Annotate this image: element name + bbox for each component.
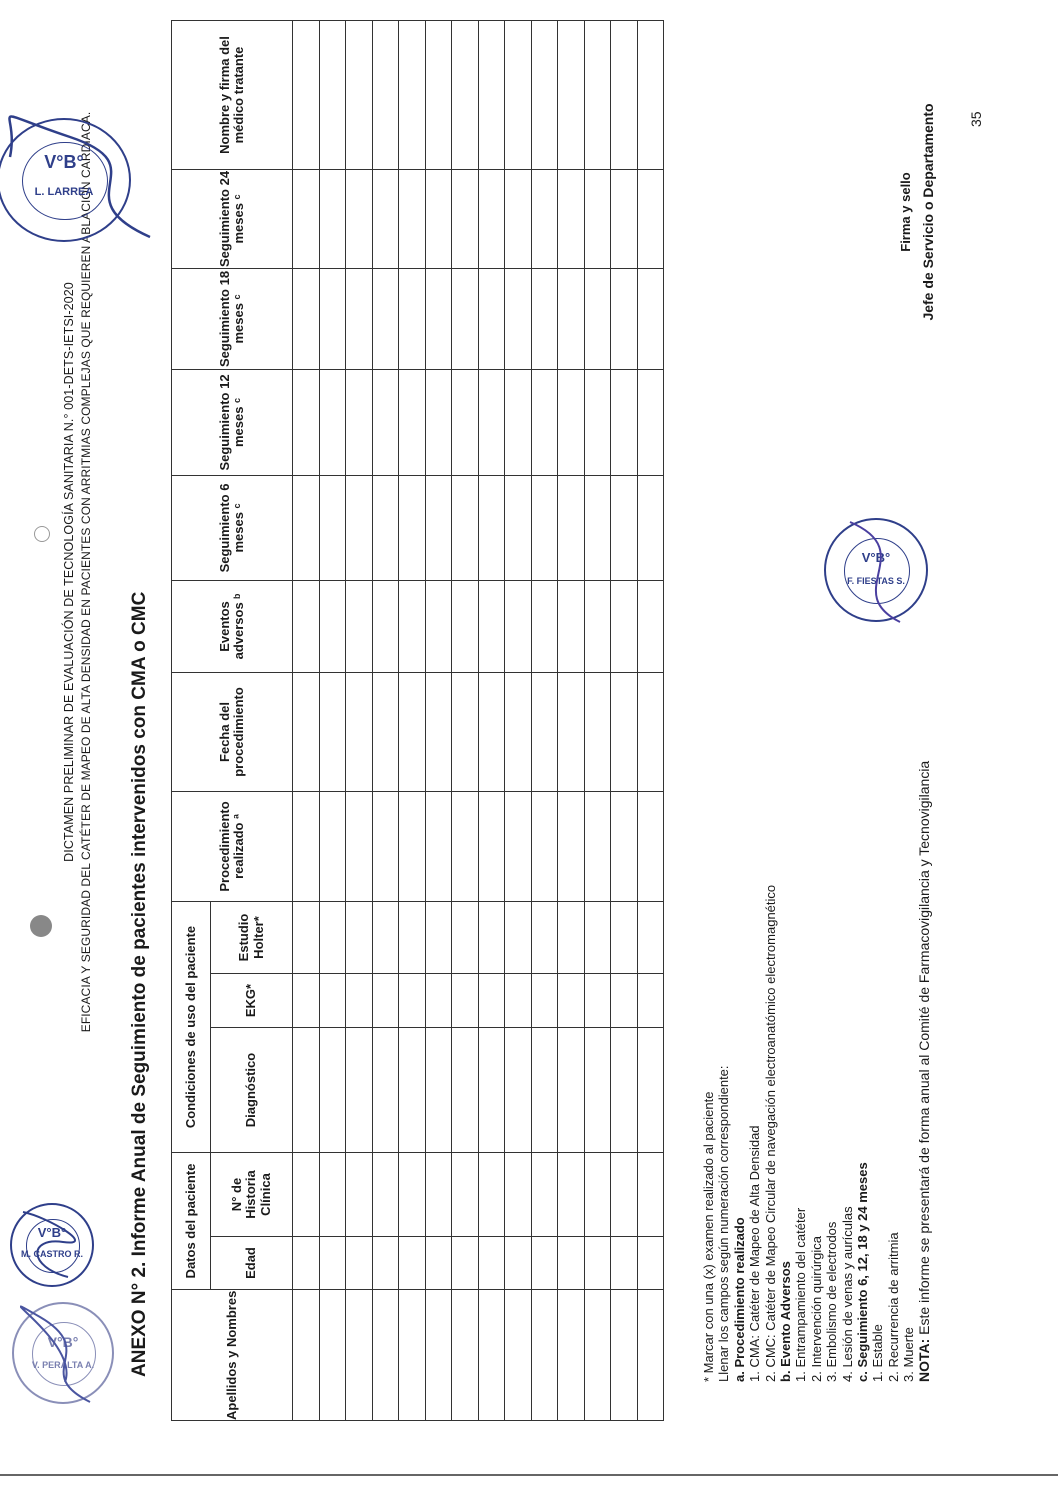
stamp-seal: V°B° V. PERALTA A.: [12, 1302, 114, 1404]
signature-scribble-icon: [20, 1302, 110, 1412]
signature-scribble-icon: [820, 512, 930, 632]
table-cell[interactable]: [452, 169, 479, 268]
table-cell[interactable]: [452, 369, 479, 475]
col-procedure: Procedimiento realizado ª: [172, 791, 293, 901]
table-cell[interactable]: [399, 369, 426, 475]
table-cell[interactable]: [584, 974, 611, 1028]
table-cell[interactable]: [452, 20, 479, 169]
table-cell[interactable]: [346, 20, 373, 169]
table-cell[interactable]: [584, 1290, 611, 1421]
table-cell[interactable]: [531, 672, 558, 791]
table-cell[interactable]: [425, 580, 452, 672]
table-row: [558, 20, 585, 1420]
legend-line: 2. Recurrencia de arritmia: [885, 1232, 901, 1382]
col-follow-12: Seguimiento 12 meses ᶜ: [172, 369, 293, 475]
table-cell[interactable]: [319, 1237, 346, 1290]
table-cell[interactable]: [505, 169, 532, 268]
page-title: ANEXO N° 2. Informe Anual de Seguimiento de pacientes intervenidos con CMA o CMC: [129, 591, 150, 1377]
table-cell[interactable]: [452, 901, 479, 973]
scan-edge-line: [0, 1474, 1058, 1476]
table-cell[interactable]: [611, 672, 638, 791]
table-cell[interactable]: [505, 1290, 532, 1421]
table-cell[interactable]: [452, 580, 479, 672]
legend-line: 2. Intervención quirúrgica: [808, 1236, 824, 1382]
table-cell[interactable]: [346, 1028, 373, 1153]
col-date: Fecha del procedimiento: [172, 672, 293, 791]
table-cell[interactable]: [531, 580, 558, 672]
table-cell[interactable]: [478, 475, 505, 580]
table-cell[interactable]: [558, 1028, 585, 1153]
table-cell[interactable]: [637, 475, 664, 580]
table-cell[interactable]: [452, 1290, 479, 1421]
table-row: [372, 20, 399, 1420]
table-cell[interactable]: [372, 791, 399, 901]
table-cell[interactable]: [293, 974, 320, 1028]
table-cell[interactable]: [478, 672, 505, 791]
table-cell[interactable]: [584, 791, 611, 901]
table-cell[interactable]: [319, 901, 346, 973]
table-cell[interactable]: [293, 672, 320, 791]
table-cell[interactable]: [558, 1290, 585, 1421]
table-cell[interactable]: [637, 672, 664, 791]
table-cell[interactable]: [531, 169, 558, 268]
table-cell[interactable]: [505, 1028, 532, 1153]
stamp-seal: V°B° L. LARREA: [0, 118, 131, 242]
table-cell[interactable]: [399, 1153, 426, 1237]
col-follow-6: Seguimiento 6 meses ᶜ: [172, 475, 293, 580]
table-cell[interactable]: [558, 1153, 585, 1237]
table-cell[interactable]: [399, 1028, 426, 1153]
stamp-seal: V°B° M. CASTRO R.: [10, 1203, 94, 1287]
table-cell[interactable]: [346, 974, 373, 1028]
legend-line: * Marcar con una (x) examen realizado al paciente: [701, 1091, 716, 1382]
signature-label: Firma y sello: [898, 172, 913, 252]
table-cell[interactable]: [319, 369, 346, 475]
table-cell[interactable]: [452, 268, 479, 369]
table-cell[interactable]: [531, 1237, 558, 1290]
table-cell[interactable]: [637, 268, 664, 369]
table-cell[interactable]: [399, 672, 426, 791]
table-row: [346, 20, 373, 1420]
table-cell[interactable]: [346, 791, 373, 901]
table-cell[interactable]: [372, 974, 399, 1028]
col-diagnosis: Diagnóstico: [211, 1028, 293, 1153]
table-cell[interactable]: [637, 974, 664, 1028]
table-cell[interactable]: [293, 1290, 320, 1421]
legend-line: 3. Embolismo de electrodos: [824, 1221, 840, 1382]
table-cell[interactable]: [452, 475, 479, 580]
table-cell[interactable]: [425, 791, 452, 901]
group-patient-data: Datos del paciente: [172, 1153, 211, 1290]
table-row: [505, 20, 532, 1420]
table-cell[interactable]: [637, 580, 664, 672]
table-cell[interactable]: [558, 169, 585, 268]
table-cell[interactable]: [372, 20, 399, 169]
legend-line: 4. Lesión de venas y aurículas: [839, 1206, 855, 1382]
table-cell[interactable]: [372, 1237, 399, 1290]
page-number: 35: [968, 111, 984, 127]
table-cell[interactable]: [505, 974, 532, 1028]
table-cell[interactable]: [452, 1237, 479, 1290]
col-history: N° de Historia Clínica: [211, 1153, 293, 1237]
table-cell[interactable]: [505, 475, 532, 580]
table-cell[interactable]: [372, 580, 399, 672]
table-cell[interactable]: [584, 580, 611, 672]
table-cell[interactable]: [637, 1028, 664, 1153]
table-cell[interactable]: [558, 1237, 585, 1290]
table-cell[interactable]: [611, 169, 638, 268]
table-cell[interactable]: [478, 268, 505, 369]
legend-heading: b. Evento Adversos: [778, 1261, 794, 1382]
signature-scribble-icon: [0, 97, 170, 257]
table-cell[interactable]: [505, 20, 532, 169]
table-row: [452, 20, 479, 1420]
table-cell[interactable]: [558, 475, 585, 580]
table-cell[interactable]: [346, 901, 373, 973]
table-cell[interactable]: [293, 1237, 320, 1290]
table-cell[interactable]: [558, 672, 585, 791]
table-cell[interactable]: [637, 901, 664, 973]
table-cell[interactable]: [584, 268, 611, 369]
table-row: [319, 20, 346, 1420]
table-cell[interactable]: [478, 369, 505, 475]
table-cell[interactable]: [611, 791, 638, 901]
tracking-table: [171, 20, 664, 1421]
table-cell[interactable]: [531, 20, 558, 169]
col-holter: Estudio Holter*: [211, 901, 293, 973]
table-cell[interactable]: [478, 901, 505, 973]
table-cell[interactable]: [346, 1290, 373, 1421]
legend-heading: c. Seguimiento 6, 12, 18 y 24 meses: [855, 1162, 871, 1382]
col-signature: Nombre y firma del médico tratante: [172, 20, 293, 169]
table-cell[interactable]: [611, 369, 638, 475]
table-cell[interactable]: [399, 20, 426, 169]
table-cell[interactable]: [399, 268, 426, 369]
table-cell[interactable]: [425, 1153, 452, 1237]
table-cell[interactable]: [372, 1028, 399, 1153]
legend-line: 1. CMA: Catéter de Mapeo de Alta Densidad: [747, 1125, 763, 1382]
table-cell[interactable]: [425, 20, 452, 169]
table-cell[interactable]: [611, 1290, 638, 1421]
table-cell[interactable]: [346, 369, 373, 475]
table-cell[interactable]: [478, 1290, 505, 1421]
punch-hole-icon: [30, 915, 52, 937]
table-cell[interactable]: [478, 1028, 505, 1153]
table-body: [293, 20, 664, 1420]
table-cell[interactable]: [372, 369, 399, 475]
legend: [701, 761, 932, 1382]
table-cell[interactable]: [505, 791, 532, 901]
table-cell[interactable]: [372, 672, 399, 791]
table-cell[interactable]: [319, 791, 346, 901]
table-cell[interactable]: [346, 268, 373, 369]
table-cell[interactable]: [478, 1237, 505, 1290]
table-cell[interactable]: [478, 20, 505, 169]
signature-role: Jefe de Servicio o Departamento: [920, 103, 936, 321]
table-cell[interactable]: [452, 1028, 479, 1153]
legend-heading: a. Procedimiento realizado: [731, 1217, 747, 1382]
table-cell[interactable]: [478, 1153, 505, 1237]
legend-note: NOTA: Este informe se presentará de forma anual al Comité de Farmacovigilancia y Tecnovigilancia: [915, 760, 932, 1382]
table-cell[interactable]: [293, 901, 320, 973]
table-cell[interactable]: [505, 268, 532, 369]
table-cell[interactable]: [372, 475, 399, 580]
table-cell[interactable]: [293, 1153, 320, 1237]
table-cell[interactable]: [558, 791, 585, 901]
table-cell[interactable]: [611, 1237, 638, 1290]
table-cell[interactable]: [584, 1028, 611, 1153]
table-cell[interactable]: [558, 20, 585, 169]
table-cell[interactable]: [293, 369, 320, 475]
table-cell[interactable]: [399, 1237, 426, 1290]
table-cell[interactable]: [531, 369, 558, 475]
table-cell[interactable]: [637, 1237, 664, 1290]
table-cell[interactable]: [346, 1237, 373, 1290]
table-cell[interactable]: [452, 672, 479, 791]
table-cell[interactable]: [558, 901, 585, 973]
table-cell[interactable]: [637, 20, 664, 169]
table-cell[interactable]: [637, 791, 664, 901]
table-cell[interactable]: [611, 1153, 638, 1237]
table-cell[interactable]: [425, 672, 452, 791]
legend-line: 2. CMC: Catéter de Mapeo Circular de navegación electroanatómico electromagnético: [762, 884, 778, 1382]
table-cell[interactable]: [346, 672, 373, 791]
col-names: Apellidos y Nombres: [172, 1290, 293, 1421]
table-cell[interactable]: [319, 169, 346, 268]
table-cell[interactable]: [531, 475, 558, 580]
table-cell[interactable]: [478, 580, 505, 672]
table-row: [531, 20, 558, 1420]
table-cell[interactable]: [293, 580, 320, 672]
table-cell[interactable]: [293, 475, 320, 580]
table-row: [611, 20, 638, 1420]
table-cell[interactable]: [584, 901, 611, 973]
table-cell[interactable]: [346, 169, 373, 268]
table-cell[interactable]: [425, 268, 452, 369]
table-cell[interactable]: [399, 791, 426, 901]
table-cell[interactable]: [425, 1290, 452, 1421]
table-cell[interactable]: [505, 672, 532, 791]
table-cell[interactable]: [319, 672, 346, 791]
table-cell[interactable]: [319, 1153, 346, 1237]
table-cell[interactable]: [372, 268, 399, 369]
table-cell[interactable]: [293, 791, 320, 901]
table-cell[interactable]: [611, 20, 638, 169]
col-adverse: Eventos adversos ᵇ: [172, 580, 293, 672]
table-cell[interactable]: [505, 580, 532, 672]
table-cell[interactable]: [293, 268, 320, 369]
table-cell[interactable]: [558, 369, 585, 475]
table-cell[interactable]: [319, 974, 346, 1028]
table-cell[interactable]: [478, 791, 505, 901]
table-cell[interactable]: [584, 672, 611, 791]
table-cell[interactable]: [531, 1290, 558, 1421]
table-cell[interactable]: [425, 901, 452, 973]
table-cell[interactable]: [452, 1153, 479, 1237]
table-row: [637, 20, 664, 1420]
table-cell[interactable]: [611, 268, 638, 369]
table-cell[interactable]: [637, 369, 664, 475]
table-cell[interactable]: [452, 791, 479, 901]
table-cell[interactable]: [531, 1153, 558, 1237]
table-cell[interactable]: [372, 901, 399, 973]
table-cell[interactable]: [584, 369, 611, 475]
table-cell[interactable]: [611, 901, 638, 973]
table-cell[interactable]: [531, 974, 558, 1028]
table-cell[interactable]: [425, 475, 452, 580]
table-cell[interactable]: [637, 1290, 664, 1421]
table-cell[interactable]: [505, 369, 532, 475]
legend-line: Llenar los campos según numeración correspondiente:: [716, 1065, 732, 1382]
table-cell[interactable]: [584, 475, 611, 580]
stamp-seal: V°B° F. FIESTAS S.: [824, 518, 928, 622]
table-cell[interactable]: [372, 1290, 399, 1421]
table-row: [293, 20, 320, 1420]
table-cell[interactable]: [611, 580, 638, 672]
table-cell[interactable]: [452, 974, 479, 1028]
table-cell[interactable]: [346, 1153, 373, 1237]
table-cell[interactable]: [425, 169, 452, 268]
header-line-1: DICTAMEN PRELIMINAR DE EVALUACIÓN DE TECNOLOGÍA SANITARIA N.° 001-DETS-IETSI-2020: [62, 282, 76, 862]
table-cell[interactable]: [531, 268, 558, 369]
table-cell[interactable]: [478, 974, 505, 1028]
table-row: [425, 20, 452, 1420]
table-cell[interactable]: [346, 475, 373, 580]
table-cell[interactable]: [293, 20, 320, 169]
table-cell[interactable]: [346, 580, 373, 672]
table-cell[interactable]: [399, 1290, 426, 1421]
table-cell[interactable]: [399, 901, 426, 973]
table-cell[interactable]: [372, 169, 399, 268]
table-cell[interactable]: [319, 1290, 346, 1421]
table-cell[interactable]: [531, 791, 558, 901]
table-cell[interactable]: [505, 1237, 532, 1290]
signature-scribble-icon: [8, 1202, 93, 1292]
table-cell[interactable]: [293, 1028, 320, 1153]
table-cell[interactable]: [584, 1153, 611, 1237]
table-cell[interactable]: [425, 369, 452, 475]
table-cell[interactable]: [584, 169, 611, 268]
table-cell[interactable]: [558, 974, 585, 1028]
table-cell[interactable]: [584, 20, 611, 169]
table-cell[interactable]: [372, 1153, 399, 1237]
table-row: [584, 20, 611, 1420]
table-cell[interactable]: [399, 580, 426, 672]
table-cell[interactable]: [399, 169, 426, 268]
table-cell[interactable]: [399, 974, 426, 1028]
legend-line: 3. Muerte: [901, 1327, 917, 1382]
col-age: Edad: [211, 1237, 293, 1290]
table-cell[interactable]: [425, 1237, 452, 1290]
table-cell[interactable]: [319, 475, 346, 580]
table-cell[interactable]: [425, 974, 452, 1028]
col-ekg: EKG*: [211, 974, 293, 1028]
table-cell[interactable]: [531, 901, 558, 973]
table-cell[interactable]: [637, 1153, 664, 1237]
table-cell[interactable]: [611, 475, 638, 580]
table-cell[interactable]: [611, 974, 638, 1028]
punch-hole-icon: [34, 526, 50, 542]
table-cell[interactable]: [584, 1237, 611, 1290]
table-cell[interactable]: [478, 169, 505, 268]
col-follow-18: Seguimiento 18 meses ᶜ: [172, 268, 293, 369]
table-row: [478, 20, 505, 1420]
table-cell[interactable]: [505, 901, 532, 973]
table-cell[interactable]: [531, 1028, 558, 1153]
table-cell[interactable]: [505, 1153, 532, 1237]
table-cell[interactable]: [425, 1028, 452, 1153]
table-cell[interactable]: [319, 580, 346, 672]
table-cell[interactable]: [637, 169, 664, 268]
legend-line: 1. Estable: [870, 1324, 886, 1382]
table-cell[interactable]: [611, 1028, 638, 1153]
legend-line: 1. Entrampamiento del catéter: [793, 1207, 809, 1382]
group-conditions: Condiciones de uso del paciente: [172, 901, 211, 1152]
table-cell[interactable]: [319, 268, 346, 369]
table-cell[interactable]: [558, 580, 585, 672]
table-cell[interactable]: [293, 169, 320, 268]
col-follow-24: Seguimiento 24 meses ᶜ: [172, 169, 293, 268]
header-line-2: EFICACIA Y SEGURIDAD DEL CATÉTER DE MAPEO DE ALTA DENSIDAD EN PACIENTES CON ARRITMIAS COMPLEJAS QUE REQUIEREN ABLACIÓN CARDIACA.: [79, 111, 93, 1033]
table-row: [399, 20, 426, 1420]
table-cell[interactable]: [399, 475, 426, 580]
table-cell[interactable]: [558, 268, 585, 369]
table-cell[interactable]: [319, 20, 346, 169]
table-cell[interactable]: [319, 1028, 346, 1153]
